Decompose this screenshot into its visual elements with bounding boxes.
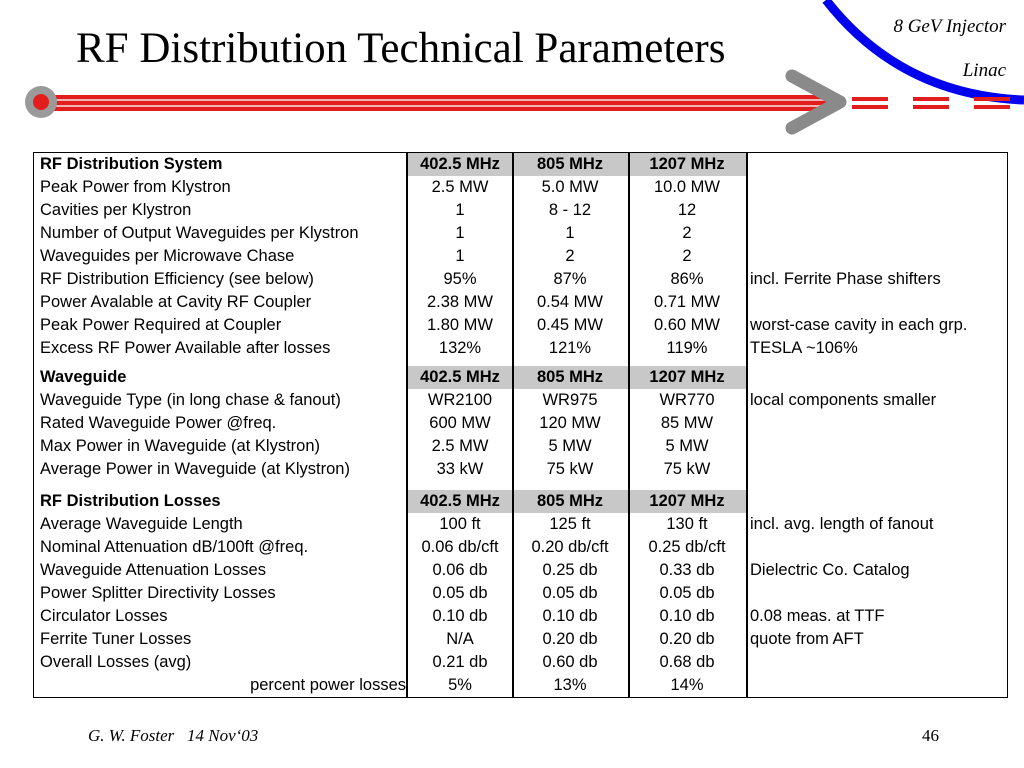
table-row	[34, 582, 1007, 605]
header-value-402-cell: 402.5 MHz	[420, 155, 500, 173]
table-row	[34, 199, 1007, 222]
parameter-cell: Peak Power Required at Coupler	[40, 316, 282, 334]
note-cell: 0.08 meas. at TTF	[750, 607, 885, 625]
value-1207-cell: 86%	[670, 270, 704, 288]
value-805-cell: 0.45 MW	[536, 316, 604, 334]
page-title: RF Distribution Technical Parameters	[76, 25, 726, 72]
table-row	[34, 513, 1007, 536]
value-1207-cell: 2	[682, 247, 692, 265]
parameter-cell: Rated Waveguide Power @freq.	[40, 414, 277, 432]
header-value-402-cell: 402.5 MHz	[420, 492, 500, 510]
header-value-805-cell: 805 MHz	[536, 368, 604, 386]
value-1207-cell: 0.71 MW	[653, 293, 721, 311]
value-402-cell: 1	[455, 247, 465, 265]
parameter-cell: Number of Output Waveguides per Klystron	[40, 224, 359, 242]
column-divider	[746, 153, 748, 697]
value-805-cell: 75 kW	[546, 460, 594, 478]
value-1207-cell: 0.10 db	[659, 607, 715, 625]
value-402-cell: 1	[455, 201, 465, 219]
column-divider	[628, 153, 630, 697]
value-805-cell: 13%	[553, 676, 587, 694]
value-402-cell: 2.5 MW	[431, 178, 489, 196]
parameter-cell: Ferrite Tuner Losses	[40, 630, 192, 648]
table-row	[34, 314, 1007, 337]
value-402-cell: WR2100	[427, 391, 493, 409]
header-value-402-cell: 402.5 MHz	[420, 368, 500, 386]
value-805-cell: 5 MW	[548, 437, 592, 455]
table-row	[34, 628, 1007, 651]
table-row	[34, 674, 1007, 697]
note-cell: local components smaller	[750, 391, 937, 409]
parameter-cell: Power Splitter Directivity Losses	[40, 584, 276, 602]
table-row	[34, 389, 1007, 412]
value-1207-cell: 10.0 MW	[653, 178, 721, 196]
table-row	[34, 412, 1007, 435]
column-divider	[406, 153, 408, 697]
page-number: 46	[922, 726, 939, 745]
header-parameter-cell: RF Distribution Losses	[40, 492, 221, 510]
value-805-cell: 0.60 db	[542, 653, 598, 671]
value-402-cell: 2.5 MW	[431, 437, 489, 455]
beam-dashes	[852, 97, 1010, 109]
value-402-cell: 2.38 MW	[426, 293, 494, 311]
value-1207-cell: 85 MW	[660, 414, 714, 432]
table-row	[34, 245, 1007, 268]
brand-line-1: 8 GeV Injector	[893, 16, 1006, 37]
value-402-cell: 600 MW	[429, 414, 491, 432]
table-row	[34, 559, 1007, 582]
section-header-row	[34, 366, 1007, 389]
value-805-cell: 0.10 db	[542, 607, 598, 625]
value-402-cell: 5%	[448, 676, 472, 694]
value-1207-cell: 0.25 db/cft	[648, 538, 726, 556]
parameters-table	[33, 152, 1008, 698]
table-row	[34, 268, 1007, 291]
value-402-cell: 0.21 db	[432, 653, 488, 671]
value-402-cell: 100 ft	[439, 515, 481, 533]
footer-author-date: G. W. Foster 14 Nov‘03	[88, 726, 259, 745]
table-row	[34, 536, 1007, 559]
value-402-cell: 0.06 db/cft	[421, 538, 499, 556]
parameter-cell: Circulator Losses	[40, 607, 168, 625]
value-1207-cell: 0.68 db	[659, 653, 715, 671]
section-header-row	[34, 490, 1007, 513]
value-805-cell: 2	[565, 247, 575, 265]
note-cell: incl. avg. length of fanout	[750, 515, 934, 533]
brand-line-2: Linac	[962, 60, 1006, 81]
header-value-805-cell: 805 MHz	[536, 155, 604, 173]
parameter-cell: Power Avalable at Cavity RF Coupler	[40, 293, 312, 311]
header-parameter-cell: RF Distribution System	[40, 155, 223, 173]
parameter-cell: Average Power in Waveguide (at Klystron)	[40, 460, 350, 478]
note-cell: worst-case cavity in each grp.	[750, 316, 968, 334]
parameter-cell: Cavities per Klystron	[40, 201, 192, 219]
value-1207-cell: 14%	[670, 676, 704, 694]
table-row	[34, 458, 1007, 481]
parameter-cell: percent power losses	[250, 676, 406, 694]
value-1207-cell: 0.05 db	[659, 584, 715, 602]
table-row	[34, 651, 1007, 674]
table-row	[34, 337, 1007, 360]
beam-line	[50, 95, 830, 99]
header-value-1207-cell: 1207 MHz	[649, 155, 725, 173]
table-row	[34, 291, 1007, 314]
table-row	[34, 435, 1007, 458]
value-805-cell: 120 MW	[539, 414, 601, 432]
value-805-cell: 0.05 db	[542, 584, 598, 602]
value-805-cell: 87%	[553, 270, 587, 288]
value-402-cell: 0.06 db	[432, 561, 488, 579]
value-805-cell: 125 ft	[549, 515, 591, 533]
value-1207-cell: 130 ft	[666, 515, 708, 533]
value-1207-cell: 75 kW	[663, 460, 711, 478]
value-805-cell: 0.25 db	[542, 561, 598, 579]
value-1207-cell: WR770	[659, 391, 715, 409]
note-cell: incl. Ferrite Phase shifters	[750, 270, 941, 288]
value-805-cell: 0.20 db	[542, 630, 598, 648]
table-row	[34, 176, 1007, 199]
parameter-cell: Overall Losses (avg)	[40, 653, 192, 671]
value-805-cell: 1	[565, 224, 575, 242]
value-1207-cell: 119%	[666, 339, 708, 357]
value-402-cell: 1	[455, 224, 465, 242]
value-1207-cell: 0.20 db	[659, 630, 715, 648]
value-805-cell: 0.54 MW	[536, 293, 604, 311]
value-1207-cell: 2	[682, 224, 692, 242]
parameter-cell: Waveguide Type (in long chase & fanout)	[40, 391, 341, 409]
parameter-cell: Waveguide Attenuation Losses	[40, 561, 266, 579]
parameter-cell: Max Power in Waveguide (at Klystron)	[40, 437, 320, 455]
value-402-cell: 1.80 MW	[426, 316, 494, 334]
parameter-cell: Excess RF Power Available after losses	[40, 339, 331, 357]
note-cell: TESLA ~106%	[750, 339, 858, 357]
note-cell: quote from AFT	[750, 630, 864, 648]
value-402-cell: 95%	[443, 270, 477, 288]
column-divider	[512, 153, 514, 697]
value-805-cell: 8 - 12	[548, 201, 592, 219]
blue-arc	[826, 0, 1024, 100]
value-402-cell: 132%	[438, 339, 482, 357]
parameter-cell: Average Waveguide Length	[40, 515, 243, 533]
parameter-cell: Nominal Attenuation dB/100ft @freq.	[40, 538, 309, 556]
value-1207-cell: 12	[677, 201, 697, 219]
header-parameter-cell: Waveguide	[40, 368, 127, 386]
header-value-1207-cell: 1207 MHz	[649, 492, 725, 510]
value-1207-cell: 0.60 MW	[653, 316, 721, 334]
value-1207-cell: 5 MW	[665, 437, 709, 455]
value-1207-cell: 0.33 db	[659, 561, 715, 579]
value-402-cell: 33 kW	[436, 460, 484, 478]
table-row	[34, 605, 1007, 628]
note-cell: Dielectric Co. Catalog	[750, 561, 910, 579]
value-805-cell: 121%	[548, 339, 592, 357]
header-value-1207-cell: 1207 MHz	[649, 368, 725, 386]
value-805-cell: WR975	[542, 391, 598, 409]
table-row	[34, 222, 1007, 245]
value-402-cell: N/A	[446, 630, 474, 648]
header-value-805-cell: 805 MHz	[536, 492, 604, 510]
parameter-cell: Waveguides per Microwave Chase	[40, 247, 295, 265]
value-402-cell: 0.05 db	[432, 584, 488, 602]
value-805-cell: 0.20 db/cft	[531, 538, 609, 556]
parameter-cell: RF Distribution Efficiency (see below)	[40, 270, 314, 288]
parameter-cell: Peak Power from Klystron	[40, 178, 231, 196]
section-header-row	[34, 153, 1007, 176]
value-402-cell: 0.10 db	[432, 607, 488, 625]
value-805-cell: 5.0 MW	[541, 178, 599, 196]
